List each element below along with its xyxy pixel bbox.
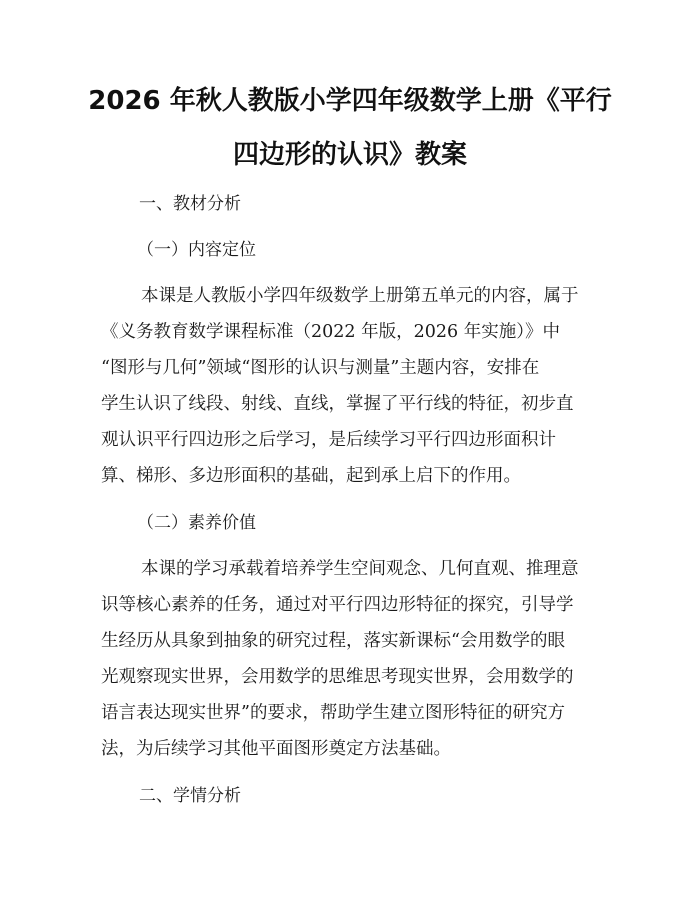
document-title-line-1: 2026 年秋人教版小学四年级数学上册《平行 [88, 86, 612, 116]
paragraph-line: 学生认识了线段、射线、直线，掌握了平行线的特征，初步直 [101, 394, 574, 414]
paragraph-line: 语言表达现实世界”的要求，帮助学生建立图形特征的研究方 [101, 703, 565, 723]
paragraph-line: 本课是人教版小学四年级数学上册第五单元的内容，属于 [141, 286, 579, 306]
paragraph-line: 光观察现实世界，会用数学的思维思考现实世界，会用数学的 [101, 667, 574, 687]
paragraph-line: 《义务教育数学课程标准（2022 年版，2026 年实施）》中 [101, 322, 560, 342]
subsection-heading-literacy-value: （二）素养价值 [137, 513, 256, 533]
section-heading-textbook-analysis: 一、教材分析 [139, 194, 241, 214]
paragraph-line: 本课的学习承载着培养学生空间观念、几何直观、推理意 [141, 559, 579, 579]
paragraph-line: 算、梯形、多边形面积的基础，起到承上启下的作用。 [101, 466, 521, 486]
paragraph-line: 识等核心素养的任务，通过对平行四边形特征的探究，引导学 [101, 595, 574, 615]
paragraph-line: “图形与几何”领域“图形的认识与测量”主题内容，安排在 [101, 358, 540, 378]
paragraph-line: 法，为后续学习其他平面图形奠定方法基础。 [101, 739, 451, 759]
paragraph-line: 观认识平行四边形之后学习，是后续学习平行四边形面积计 [101, 430, 556, 450]
subsection-heading-content-positioning: （一）内容定位 [137, 240, 256, 260]
document-title-line-2: 四边形的认识》教案 [232, 140, 467, 170]
paragraph-line: 生经历从具象到抽象的研究过程，落实新课标“会用数学的眼 [101, 631, 565, 651]
section-heading-learner-analysis: 二、学情分析 [139, 786, 241, 806]
